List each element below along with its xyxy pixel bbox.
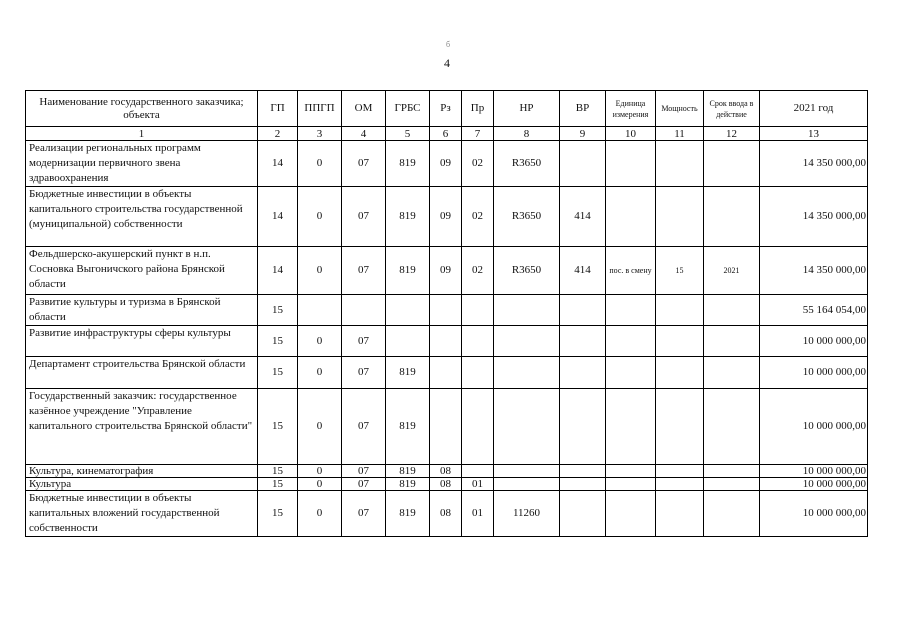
column-header: Наименование государственного заказчика; объекта xyxy=(26,91,258,127)
table-cell xyxy=(494,295,560,326)
table-row xyxy=(26,389,868,465)
table-cell: 15 xyxy=(258,465,298,478)
table-cell xyxy=(430,326,462,357)
table-cell: 0 xyxy=(298,187,342,247)
column-header: ГРБС xyxy=(386,91,430,127)
table-cell xyxy=(560,295,606,326)
table-cell: 15 xyxy=(258,295,298,326)
table-cell xyxy=(560,389,606,465)
amount-cell: 14 350 000,00 xyxy=(760,141,868,187)
table-cell xyxy=(606,465,656,478)
object-name-cell: Культура xyxy=(26,478,258,491)
object-name-cell: Развитие инфраструктуры сферы культуры xyxy=(26,326,258,357)
table-cell xyxy=(704,295,760,326)
table-cell: 14 xyxy=(258,187,298,247)
table-cell xyxy=(298,295,342,326)
table-cell: 07 xyxy=(342,478,386,491)
table-cell xyxy=(430,357,462,389)
table-row xyxy=(26,491,868,537)
table-cell: 09 xyxy=(430,247,462,295)
table-cell xyxy=(606,478,656,491)
amount-cell: 55 164 054,00 xyxy=(760,295,868,326)
table-cell xyxy=(462,295,494,326)
table-cell: 414 xyxy=(560,187,606,247)
table-cell xyxy=(494,465,560,478)
table-cell xyxy=(386,326,430,357)
table-cell: 819 xyxy=(386,389,430,465)
table-cell: 09 xyxy=(430,141,462,187)
column-number-cell: 4 xyxy=(342,127,386,141)
column-header: ППГП xyxy=(298,91,342,127)
table-cell xyxy=(656,295,704,326)
table-cell: 15 xyxy=(258,357,298,389)
table-cell: 15 xyxy=(258,326,298,357)
object-name-cell: Развитие культуры и туризма в Брянской области xyxy=(26,295,258,326)
table-cell: 02 xyxy=(462,141,494,187)
table-cell: 01 xyxy=(462,478,494,491)
table-cell xyxy=(704,465,760,478)
table-body xyxy=(26,141,868,537)
table-row xyxy=(26,478,868,491)
table-cell xyxy=(560,478,606,491)
table-cell xyxy=(606,389,656,465)
header-row xyxy=(26,91,868,127)
table-cell xyxy=(462,465,494,478)
column-number-cell: 13 xyxy=(760,127,868,141)
table-cell: 819 xyxy=(386,491,430,537)
table-cell: пос. в смену xyxy=(606,247,656,295)
table-cell: 08 xyxy=(430,478,462,491)
object-name-cell: Культура, кинематография xyxy=(26,465,258,478)
table-cell: 07 xyxy=(342,465,386,478)
table-cell: 0 xyxy=(298,141,342,187)
table-cell: 414 xyxy=(560,247,606,295)
column-number-cell: 8 xyxy=(494,127,560,141)
table-cell: 01 xyxy=(462,491,494,537)
object-name-cell: Фельдшерско-акушерский пункт в н.п. Сосновка Выгоничского района Брянской области xyxy=(26,247,258,295)
table-cell xyxy=(430,295,462,326)
table-cell: 0 xyxy=(298,247,342,295)
amount-cell: 10 000 000,00 xyxy=(760,491,868,537)
table-cell xyxy=(656,491,704,537)
table-cell: 819 xyxy=(386,187,430,247)
table-cell: 11260 xyxy=(494,491,560,537)
table-cell: 09 xyxy=(430,187,462,247)
table-row xyxy=(26,141,868,187)
budget-table xyxy=(25,90,868,537)
column-number-cell: 6 xyxy=(430,127,462,141)
budget-table-container xyxy=(25,90,868,537)
table-cell xyxy=(494,326,560,357)
amount-cell: 10 000 000,00 xyxy=(760,478,868,491)
table-row xyxy=(26,357,868,389)
table-cell xyxy=(462,326,494,357)
page-number: 4 xyxy=(444,56,450,70)
table-cell xyxy=(606,295,656,326)
amount-cell: 14 350 000,00 xyxy=(760,187,868,247)
table-cell xyxy=(704,326,760,357)
column-number-cell: 10 xyxy=(606,127,656,141)
column-header: Срок ввода в действие xyxy=(704,91,760,127)
column-header: Мощность xyxy=(656,91,704,127)
table-cell xyxy=(704,141,760,187)
table-cell: R3650 xyxy=(494,187,560,247)
table-row xyxy=(26,187,868,247)
column-header: ВР xyxy=(560,91,606,127)
table-cell xyxy=(606,357,656,389)
table-cell xyxy=(656,465,704,478)
table-cell xyxy=(704,187,760,247)
table-cell: 08 xyxy=(430,491,462,537)
table-cell xyxy=(342,295,386,326)
column-header: НР xyxy=(494,91,560,127)
table-cell xyxy=(494,389,560,465)
amount-cell: 10 000 000,00 xyxy=(760,465,868,478)
table-cell: 14 xyxy=(258,247,298,295)
table-cell xyxy=(704,357,760,389)
column-header: Единица измерения xyxy=(606,91,656,127)
table-cell: 02 xyxy=(462,187,494,247)
object-name-cell: Реализации региональных программ модернизации первичного звена здравоохранения xyxy=(26,141,258,187)
table-cell xyxy=(606,141,656,187)
table-cell: 819 xyxy=(386,141,430,187)
amount-cell: 10 000 000,00 xyxy=(760,326,868,357)
table-cell: 0 xyxy=(298,357,342,389)
table-cell: 0 xyxy=(298,389,342,465)
table-cell xyxy=(560,326,606,357)
object-name-cell: Бюджетные инвестиции в объекты капитального строительства государственной (муниципальной) собственности xyxy=(26,187,258,247)
table-cell xyxy=(386,295,430,326)
table-cell: 15 xyxy=(258,389,298,465)
table-cell xyxy=(560,465,606,478)
table-cell xyxy=(494,357,560,389)
table-cell xyxy=(606,326,656,357)
table-cell: 07 xyxy=(342,326,386,357)
table-cell xyxy=(560,141,606,187)
table-cell: 15 xyxy=(258,478,298,491)
table-cell xyxy=(462,389,494,465)
page-mark: б xyxy=(446,40,451,49)
table-cell xyxy=(430,389,462,465)
table-cell: 0 xyxy=(298,491,342,537)
amount-cell: 14 350 000,00 xyxy=(760,247,868,295)
table-cell: 07 xyxy=(342,187,386,247)
column-number-cell: 7 xyxy=(462,127,494,141)
table-row xyxy=(26,295,868,326)
table-cell: 07 xyxy=(342,389,386,465)
table-cell xyxy=(704,478,760,491)
column-number-cell: 9 xyxy=(560,127,606,141)
column-header: ОМ xyxy=(342,91,386,127)
column-number-cell: 2 xyxy=(258,127,298,141)
table-cell: 819 xyxy=(386,465,430,478)
table-cell xyxy=(704,491,760,537)
table-cell: 819 xyxy=(386,247,430,295)
table-row xyxy=(26,326,868,357)
table-cell: 07 xyxy=(342,357,386,389)
table-cell: 819 xyxy=(386,478,430,491)
column-number-cell: 5 xyxy=(386,127,430,141)
table-row xyxy=(26,247,868,295)
table-cell: 15 xyxy=(258,491,298,537)
column-header: ГП xyxy=(258,91,298,127)
table-cell xyxy=(656,187,704,247)
table-cell xyxy=(656,357,704,389)
column-header: Рз xyxy=(430,91,462,127)
table-cell xyxy=(606,187,656,247)
table-cell xyxy=(656,326,704,357)
column-number-cell: 11 xyxy=(656,127,704,141)
column-number-row xyxy=(26,127,868,141)
column-number-cell: 1 xyxy=(26,127,258,141)
table-cell: 08 xyxy=(430,465,462,478)
column-header: Пр xyxy=(462,91,494,127)
table-row xyxy=(26,465,868,478)
table-cell: 14 xyxy=(258,141,298,187)
table-cell: 07 xyxy=(342,141,386,187)
object-name-cell: Департамент строительства Брянской области xyxy=(26,357,258,389)
table-cell: 07 xyxy=(342,491,386,537)
column-number-cell: 12 xyxy=(704,127,760,141)
amount-cell: 10 000 000,00 xyxy=(760,357,868,389)
table-cell xyxy=(704,389,760,465)
object-name-cell: Государственный заказчик: государственное казённое учреждение "Управление капитального строительства Брянской области" xyxy=(26,389,258,465)
object-name-cell: Бюджетные инвестиции в объекты капитальных вложений государственной собственности xyxy=(26,491,258,537)
table-cell xyxy=(606,491,656,537)
table-cell: 02 xyxy=(462,247,494,295)
table-cell: R3650 xyxy=(494,247,560,295)
table-cell: 0 xyxy=(298,465,342,478)
table-cell: 15 xyxy=(656,247,704,295)
table-cell: 819 xyxy=(386,357,430,389)
table-cell: 0 xyxy=(298,326,342,357)
table-cell xyxy=(462,357,494,389)
table-cell: R3650 xyxy=(494,141,560,187)
amount-cell: 10 000 000,00 xyxy=(760,389,868,465)
table-cell: 07 xyxy=(342,247,386,295)
column-header: 2021 год xyxy=(760,91,868,127)
table-cell: 2021 xyxy=(704,247,760,295)
table-cell xyxy=(656,478,704,491)
table-cell xyxy=(560,491,606,537)
table-cell xyxy=(560,357,606,389)
table-cell xyxy=(656,389,704,465)
column-number-cell: 3 xyxy=(298,127,342,141)
table-cell xyxy=(656,141,704,187)
table-cell xyxy=(494,478,560,491)
table-cell: 0 xyxy=(298,478,342,491)
